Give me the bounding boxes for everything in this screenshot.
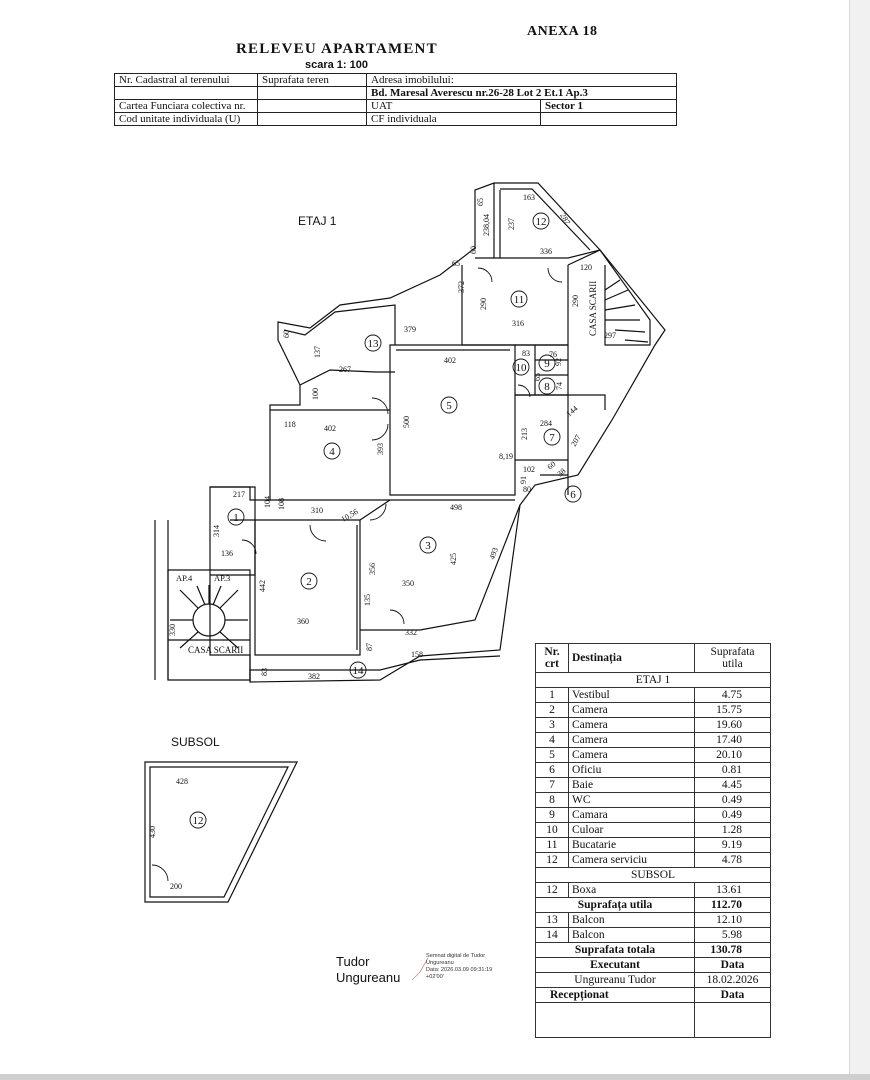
ap3-label: AP.3 xyxy=(214,573,231,583)
dim-38: 38 xyxy=(555,466,568,479)
dim-60c: 60 xyxy=(545,459,558,472)
dim-297: 297 xyxy=(604,331,616,340)
etaj-heading: ETAJ 1 xyxy=(536,673,771,688)
room-number-5: 5 xyxy=(446,400,452,412)
dim-330: 330 xyxy=(168,624,177,636)
scale-label: scara 1: 100 xyxy=(305,59,368,71)
table-row: 5 Camera 20.10 xyxy=(536,748,771,763)
dim-92: 92 xyxy=(554,358,563,366)
dim-74: 74 xyxy=(555,382,564,390)
document-title: RELEVEU APARTAMENT xyxy=(236,41,438,57)
dim-402b: 402 xyxy=(324,424,336,433)
room-number-6: 6 xyxy=(570,489,576,501)
executant-header-row: Executant Data xyxy=(536,958,771,973)
executant-row: Ungureanu Tudor 18.02.2026 xyxy=(536,973,771,988)
room-number-7: 7 xyxy=(549,432,555,444)
dim-120: 120 xyxy=(580,263,592,272)
room-number-3: 3 xyxy=(425,540,431,552)
subsol-dim-428: 428 xyxy=(176,777,188,786)
dim-83a: 83 xyxy=(522,349,530,358)
table-row: 11 Bucatarie 9.19 xyxy=(536,838,771,853)
subsol-room-number: 12 xyxy=(192,815,204,827)
suprafata-utila-row: Suprafața utila 112.70 xyxy=(536,898,771,913)
dim-1056: 10,56 xyxy=(339,506,360,524)
etaj-label: ETAJ 1 xyxy=(298,214,337,228)
table-row: 14 Balcon 5.98 xyxy=(536,928,771,943)
dim-213: 213 xyxy=(520,428,529,440)
table-row: 13 Balcon 12.10 xyxy=(536,913,771,928)
room-number-2: 2 xyxy=(306,576,312,588)
dim-310: 310 xyxy=(311,506,323,515)
dim-87: 87 xyxy=(365,643,374,651)
room-number-13: 13 xyxy=(367,338,379,350)
dim-60a: 60 xyxy=(469,246,478,254)
room-number-4: 4 xyxy=(329,446,335,458)
table-row: 3 Camera 19.60 xyxy=(536,718,771,733)
dim-382: 382 xyxy=(308,672,320,681)
dim-425: 425 xyxy=(449,553,458,565)
dim-393: 393 xyxy=(376,443,385,455)
room-areas-table xyxy=(535,643,771,1038)
table-row: 4 Camera 17.40 xyxy=(536,733,771,748)
dim-163: 163 xyxy=(523,193,535,202)
room-number-12: 12 xyxy=(535,216,547,228)
adresa-value: Bd. Maresal Averescu nr.26-28 Lot 2 Et.1 Ap.3 xyxy=(367,87,677,100)
dim-237: 237 xyxy=(507,218,516,230)
dim-104: 104 xyxy=(263,496,272,508)
dim-350: 350 xyxy=(402,579,414,588)
room-number-9: 9 xyxy=(544,358,550,370)
dim-60b: 60 xyxy=(282,330,291,338)
table-row: 6 Oficiu 0.81 xyxy=(536,763,771,778)
dim-493: 493 xyxy=(487,546,500,561)
dim-65b: 65 xyxy=(452,259,460,268)
dim-314: 314 xyxy=(212,525,221,537)
casa-scarii-right: CASA SCARII xyxy=(588,280,598,336)
table-row: 12 Camera serviciu 4.78 xyxy=(536,853,771,868)
dim-23804: 238,04 xyxy=(482,214,491,236)
dim-108: 108 xyxy=(277,498,286,510)
dim-207: 207 xyxy=(568,433,583,448)
dim-136: 136 xyxy=(221,549,233,558)
sector-value: Sector 1 xyxy=(541,100,677,113)
dim-65a: 65 xyxy=(476,198,485,206)
dim-290b: 290 xyxy=(571,295,580,307)
dim-819: 8,19 xyxy=(499,452,513,461)
col-suprafata: Suprafata utila xyxy=(695,644,771,673)
subsol-label: SUBSOL xyxy=(171,735,220,749)
receptionat-row xyxy=(536,1003,771,1038)
room-number-1: 1 xyxy=(233,512,239,524)
dim-144: 144 xyxy=(564,403,580,419)
dim-102: 102 xyxy=(523,465,535,474)
annex-label: ANEXA 18 xyxy=(527,24,598,39)
dim-267: 267 xyxy=(339,365,351,374)
subsol-dim-430: 430 xyxy=(148,826,157,838)
uat-label: UAT xyxy=(367,100,541,113)
carte-funciara-label: Cartea Funciara colectiva nr. xyxy=(115,100,258,113)
col-nr-crt: Nr. crt xyxy=(536,644,569,673)
dim-316: 316 xyxy=(512,319,524,328)
col-destinatia: Destinația xyxy=(569,644,695,673)
dim-135: 135 xyxy=(363,594,372,606)
dim-372: 372 xyxy=(457,281,466,293)
dim-80: 80 xyxy=(523,485,531,494)
dim-137: 137 xyxy=(313,346,322,358)
dim-217: 217 xyxy=(233,490,245,499)
dim-442: 442 xyxy=(258,580,267,592)
dim-332: 332 xyxy=(405,628,417,637)
room-number-14: 14 xyxy=(352,665,364,677)
dim-100: 100 xyxy=(311,388,320,400)
dim-158: 158 xyxy=(411,650,423,659)
suprafata-totala-row: Suprafata totala 130.78 xyxy=(536,943,771,958)
adresa-label: Adresa imobilului: xyxy=(367,74,677,87)
dim-83b: 83 xyxy=(260,668,269,676)
dim-76: 76 xyxy=(549,350,557,359)
dim-498: 498 xyxy=(450,503,462,512)
room-number-11: 11 xyxy=(513,294,525,306)
table-row: 10 Culoar 1.28 xyxy=(536,823,771,838)
dim-287: 287 xyxy=(558,211,573,227)
room-numbers xyxy=(193,216,577,827)
subsol-heading: SUBSOL xyxy=(536,868,771,883)
table-row: 2 Camera 15.75 xyxy=(536,703,771,718)
ap4-label: AP.4 xyxy=(176,573,193,583)
casa-scarii-left: CASA SCARII xyxy=(188,645,244,655)
nr-cadastral-label: Nr. Cadastral al terenului xyxy=(115,74,258,87)
table-row: 9 Camara 0.49 xyxy=(536,808,771,823)
dim-65c: 65 xyxy=(533,373,542,381)
dim-500: 500 xyxy=(402,416,411,428)
signature-name: Tudor Ungureanu xyxy=(336,954,401,985)
room-number-8: 8 xyxy=(544,381,550,393)
room-number-10: 10 xyxy=(515,362,527,374)
dim-356: 356 xyxy=(368,563,377,575)
subsol-dim-200: 200 xyxy=(170,882,182,891)
dim-91: 91 xyxy=(519,476,528,484)
dim-336: 336 xyxy=(540,247,552,256)
dim-284: 284 xyxy=(540,419,552,428)
dim-118: 118 xyxy=(284,420,296,429)
table-row: 8 WC 0.49 xyxy=(536,793,771,808)
digital-signature-text: Semnat digital de Tudor Ungureanu Data: 2026.03.09 09:31:19 +02'00' xyxy=(426,953,493,980)
dim-402a: 402 xyxy=(444,356,456,365)
table-row: 7 Baie 4.45 xyxy=(536,778,771,793)
table-row: 1 Vestibul 4.75 xyxy=(536,688,771,703)
dim-360: 360 xyxy=(297,617,309,626)
cf-individuala-label: CF individuala xyxy=(367,113,541,126)
table-row: 12 Boxa 13.61 xyxy=(536,883,771,898)
cod-unitate-label: Cod unitate individuala (U) xyxy=(115,113,258,126)
dim-379: 379 xyxy=(404,325,416,334)
suprafata-teren-label: Suprafata teren xyxy=(258,74,367,87)
receptionat-header-row: Recepționat Data xyxy=(536,988,771,1003)
dim-290a: 290 xyxy=(479,298,488,310)
